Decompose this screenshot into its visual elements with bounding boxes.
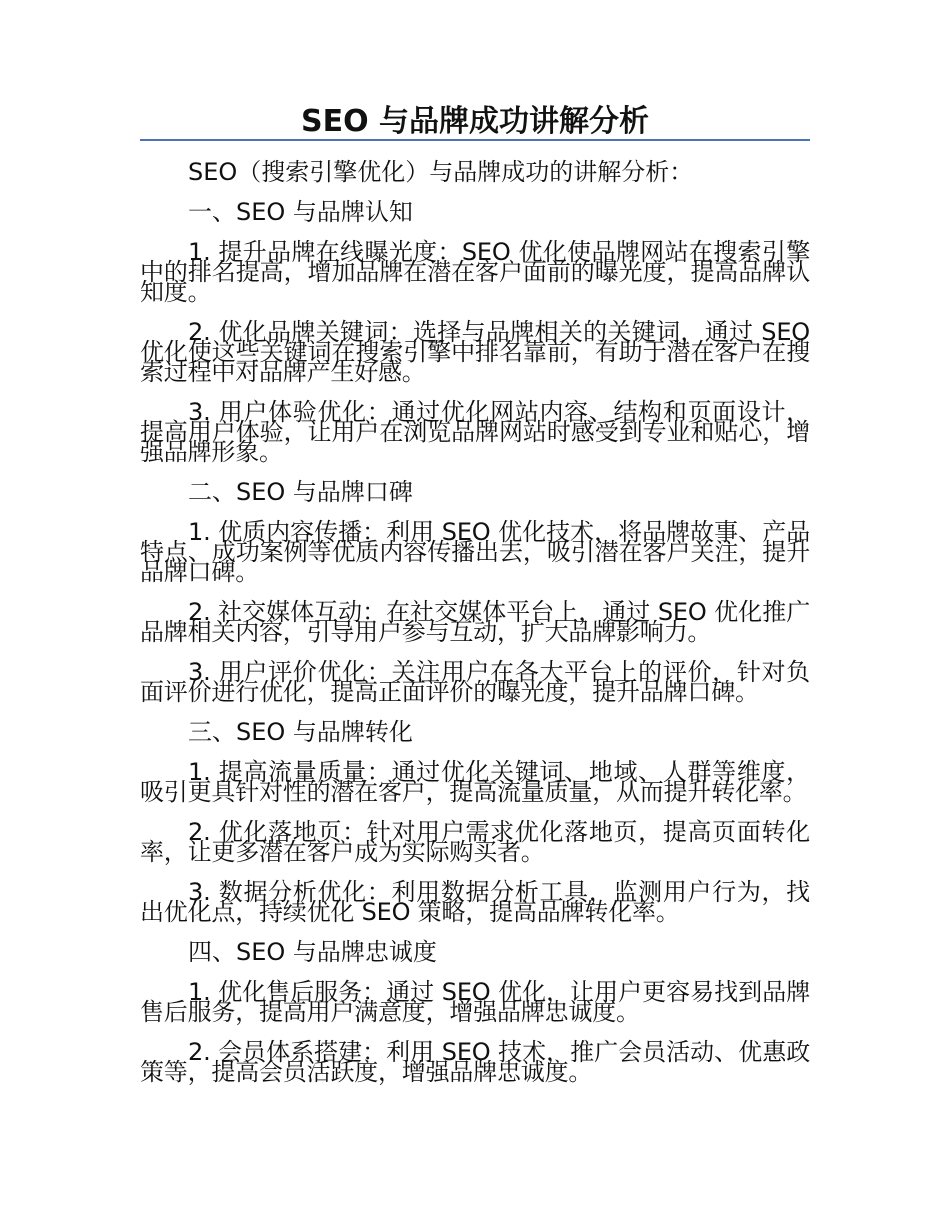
document-title: SEO 与品牌成功讲解分析 xyxy=(300,104,650,139)
paragraph: 3. 数据分析优化：利用数据分析工具，监测用户行为，找出优化点，持续优化 SEO 策略，提高品牌转化率。 xyxy=(140,878,810,926)
paragraph: 2. 社交媒体互动：在社交媒体平台上，通过 SEO 优化推广品牌相关内容，引导用户参与互动，扩大品牌影响力。 xyxy=(140,598,810,646)
section-heading: 四、SEO 与品牌忠诚度 xyxy=(188,938,437,966)
paragraph: 2. 优化落地页：针对用户需求优化落地页，提高页面转化率，让更多潜在客户成为实际购买者。 xyxy=(140,818,810,866)
section-heading: 一、SEO 与品牌认知 xyxy=(188,198,413,226)
paragraph: 3. 用户体验优化：通过优化网站内容、结构和页面设计，提高用户体验，让用户在浏览品牌网站时感受到专业和贴心，增强品牌形象。 xyxy=(140,398,810,466)
intro-line: SEO（搜索引擎优化）与品牌成功的讲解分析： xyxy=(188,158,694,186)
document-body xyxy=(140,152,810,1092)
paragraph: 3. 用户评价优化：关注用户在各大平台上的评价，针对负面评价进行优化，提高正面评价的曝光度，提升品牌口碑。 xyxy=(140,658,810,706)
paragraph: 1. 提高流量质量：通过优化关键词、地域、人群等维度，吸引更具针对性的潜在客户，提高流量质量，从而提升转化率。 xyxy=(140,758,810,806)
paragraph: 1. 提升品牌在线曝光度：SEO 优化使品牌网站在搜索引擎中的排名提高，增加品牌在潜在客户面前的曝光度，提高品牌认知度。 xyxy=(140,238,810,306)
title-underline xyxy=(140,139,810,141)
section-heading: 二、SEO 与品牌口碑 xyxy=(188,478,413,506)
paragraph: 1. 优质内容传播：利用 SEO 优化技术，将品牌故事、产品特点、成功案例等优质内容传播出去，吸引潜在客户关注，提升品牌口碑。 xyxy=(140,518,810,586)
section-heading: 三、SEO 与品牌转化 xyxy=(188,718,413,746)
paragraph: 1. 优化售后服务：通过 SEO 优化，让用户更容易找到品牌售后服务，提高用户满意度，增强品牌忠诚度。 xyxy=(140,978,810,1026)
paragraph: 2. 优化品牌关键词：选择与品牌相关的关键词，通过 SEO 优化使这些关键词在搜索引擎中排名靠前，有助于潜在客户在搜索过程中对品牌产生好感。 xyxy=(140,318,810,386)
paragraph: 2. 会员体系搭建：利用 SEO 技术，推广会员活动、优惠政策等，提高会员活跃度，增强品牌忠诚度。 xyxy=(140,1038,810,1086)
